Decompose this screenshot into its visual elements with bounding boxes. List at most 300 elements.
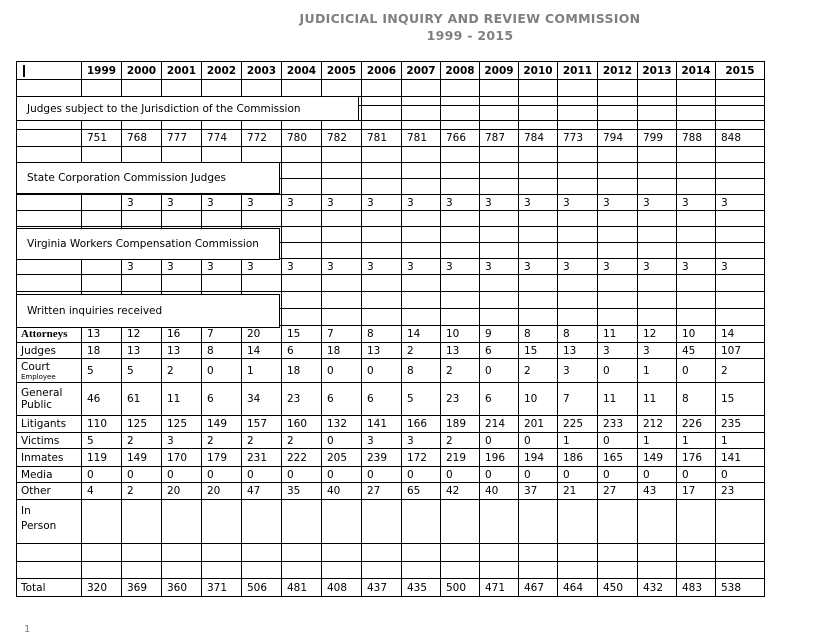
value-cell: 3 xyxy=(598,343,638,359)
empty-cell xyxy=(242,211,282,227)
empty-cell xyxy=(677,292,716,309)
empty-cell xyxy=(402,227,441,243)
attorneys-row xyxy=(17,326,765,343)
value-cell: 15 xyxy=(282,326,322,343)
empty-cell xyxy=(441,562,480,579)
empty-cell xyxy=(598,121,638,130)
value-cell: 3 xyxy=(202,259,242,275)
empty-cell xyxy=(122,121,162,130)
value-cell: 233 xyxy=(598,416,638,433)
empty-cell xyxy=(441,106,480,121)
value-cell: 20 xyxy=(242,326,282,343)
empty-cell xyxy=(638,80,677,97)
value-cell: 157 xyxy=(242,416,282,433)
empty-cell xyxy=(558,309,598,326)
empty-cell xyxy=(402,243,441,259)
empty-cell xyxy=(362,163,402,179)
value-cell: 17 xyxy=(677,483,716,500)
empty-cell xyxy=(480,80,519,97)
section-header-scc-judges: State Corporation Commission Judges xyxy=(16,162,280,194)
empty-cell xyxy=(362,562,402,579)
title-line-1: JUDICICIAL INQUIRY AND REVIEW COMMISSION xyxy=(299,11,641,26)
row-label-cell xyxy=(17,416,82,433)
empty-cell xyxy=(677,227,716,243)
value-cell: 18 xyxy=(82,343,122,359)
value-cell: 1 xyxy=(558,433,598,449)
empty-cell xyxy=(519,562,558,579)
empty-cell xyxy=(677,309,716,326)
value-cell: 14 xyxy=(242,343,282,359)
year-header-2007: 2007 xyxy=(402,62,441,80)
empty-cell xyxy=(677,562,716,579)
empty-cell xyxy=(162,211,202,227)
value-cell: 0 xyxy=(480,359,519,383)
empty-cell xyxy=(322,275,362,292)
empty-cell xyxy=(638,243,677,259)
value-cell: 3 xyxy=(677,259,716,275)
value-cell: 781 xyxy=(402,130,441,147)
value-cell: 3 xyxy=(598,195,638,211)
empty-cell xyxy=(558,500,598,544)
empty-cell xyxy=(716,500,765,544)
empty-cell xyxy=(519,292,558,309)
value-cell: 8 xyxy=(558,326,598,343)
empty-cell xyxy=(716,275,765,292)
value-cell: 3 xyxy=(242,195,282,211)
empty-cell xyxy=(322,121,362,130)
empty-cell xyxy=(480,243,519,259)
spacer-row xyxy=(17,121,765,130)
empty-cell xyxy=(322,292,362,309)
empty-cell xyxy=(402,163,441,179)
empty-cell xyxy=(282,309,322,326)
row-sublabel: Public xyxy=(21,399,53,411)
value-cell: 35 xyxy=(282,483,322,500)
empty-cell xyxy=(362,500,402,544)
empty-cell xyxy=(677,544,716,562)
value-cell: 0 xyxy=(441,467,480,483)
empty-cell xyxy=(242,500,282,544)
value-cell: 61 xyxy=(122,383,162,416)
row-label-cell xyxy=(17,500,82,544)
value-cell: 0 xyxy=(82,467,122,483)
empty-cell xyxy=(480,211,519,227)
empty-cell xyxy=(677,97,716,106)
empty-cell xyxy=(202,147,242,163)
empty-cell xyxy=(441,163,480,179)
empty-cell xyxy=(162,500,202,544)
value-cell: 0 xyxy=(519,433,558,449)
row-label: Total xyxy=(21,581,46,594)
empty-cell xyxy=(558,544,598,562)
empty-cell xyxy=(322,179,362,195)
value-cell: 483 xyxy=(677,579,716,597)
year-header-2014: 2014 xyxy=(677,62,716,80)
value-cell: 23 xyxy=(716,483,765,500)
row-label: Victims xyxy=(21,434,60,447)
empty-cell xyxy=(441,227,480,243)
empty-cell xyxy=(558,80,598,97)
value-cell: 3 xyxy=(362,433,402,449)
empty-cell xyxy=(17,562,82,579)
value-cell: 43 xyxy=(638,483,677,500)
empty-cell xyxy=(716,227,765,243)
value-cell: 3 xyxy=(638,195,677,211)
empty-cell xyxy=(162,121,202,130)
spacer-row xyxy=(17,147,765,163)
value-cell: 3 xyxy=(402,259,441,275)
value-cell: 10 xyxy=(519,383,558,416)
empty-cell xyxy=(362,147,402,163)
year-header-2003: 2003 xyxy=(242,62,282,80)
empty-cell xyxy=(598,163,638,179)
value-cell: 2 xyxy=(122,483,162,500)
spacer-row xyxy=(17,211,765,227)
empty-cell xyxy=(519,275,558,292)
empty-cell xyxy=(638,106,677,121)
value-cell xyxy=(82,195,122,211)
empty-cell xyxy=(441,97,480,106)
empty-cell xyxy=(480,106,519,121)
page-number: 1 xyxy=(24,624,31,635)
empty-cell xyxy=(282,211,322,227)
empty-cell xyxy=(519,147,558,163)
general-public-row xyxy=(17,383,765,416)
empty-cell xyxy=(441,243,480,259)
value-cell: 149 xyxy=(638,449,677,467)
value-cell: 2 xyxy=(122,433,162,449)
empty-cell xyxy=(598,97,638,106)
value-cell: 1 xyxy=(716,433,765,449)
value-cell: 5 xyxy=(82,359,122,383)
value-cell: 0 xyxy=(480,467,519,483)
value-cell: 0 xyxy=(282,467,322,483)
empty-cell xyxy=(402,309,441,326)
value-cell: 788 xyxy=(677,130,716,147)
empty-cell xyxy=(558,179,598,195)
empty-cell xyxy=(677,147,716,163)
value-cell: 5 xyxy=(402,383,441,416)
empty-cell xyxy=(17,544,82,562)
empty-cell xyxy=(322,500,362,544)
empty-cell xyxy=(202,211,242,227)
empty-cell xyxy=(441,147,480,163)
empty-cell xyxy=(716,106,765,121)
value-cell: 1 xyxy=(638,433,677,449)
empty-cell xyxy=(122,147,162,163)
value-cell: 437 xyxy=(362,579,402,597)
value-cell: 506 xyxy=(242,579,282,597)
value-cell: 3 xyxy=(282,259,322,275)
empty-cell xyxy=(519,227,558,243)
value-cell: 37 xyxy=(519,483,558,500)
empty-cell xyxy=(282,80,322,97)
value-cell: 222 xyxy=(282,449,322,467)
value-cell: 2 xyxy=(519,359,558,383)
value-cell: 8 xyxy=(202,343,242,359)
value-cell: 47 xyxy=(242,483,282,500)
empty-cell xyxy=(677,179,716,195)
row-label: General xyxy=(21,387,63,399)
value-cell: 0 xyxy=(598,359,638,383)
spacer-row xyxy=(17,544,765,562)
value-cell: 9 xyxy=(480,326,519,343)
empty-cell xyxy=(202,562,242,579)
empty-cell xyxy=(519,243,558,259)
empty-cell xyxy=(716,562,765,579)
empty-cell xyxy=(519,500,558,544)
empty-cell xyxy=(242,147,282,163)
empty-cell xyxy=(480,275,519,292)
empty-cell xyxy=(322,544,362,562)
year-header-2011: 2011 xyxy=(558,62,598,80)
empty-cell xyxy=(638,121,677,130)
empty-cell xyxy=(242,80,282,97)
value-cell: 7 xyxy=(558,383,598,416)
value-cell: 848 xyxy=(716,130,765,147)
value-cell: 0 xyxy=(242,467,282,483)
empty-cell xyxy=(598,179,638,195)
value-cell: 16 xyxy=(162,326,202,343)
value-cell: 0 xyxy=(202,467,242,483)
empty-cell xyxy=(480,163,519,179)
empty-cell xyxy=(677,163,716,179)
litigants-row xyxy=(17,416,765,433)
year-header-2005: 2005 xyxy=(322,62,362,80)
value-cell: 27 xyxy=(362,483,402,500)
value-cell: 6 xyxy=(362,383,402,416)
empty-cell xyxy=(716,80,765,97)
empty-cell xyxy=(362,292,402,309)
empty-cell xyxy=(480,562,519,579)
row-label-cell xyxy=(17,579,82,597)
value-cell: 13 xyxy=(441,343,480,359)
value-cell: 176 xyxy=(677,449,716,467)
empty-cell xyxy=(558,227,598,243)
value-cell: 3 xyxy=(480,195,519,211)
empty-cell xyxy=(282,275,322,292)
empty-cell xyxy=(677,121,716,130)
scc-judges-row xyxy=(17,195,765,211)
empty-cell xyxy=(480,292,519,309)
empty-cell xyxy=(598,211,638,227)
empty-cell xyxy=(638,179,677,195)
value-cell: 3 xyxy=(677,195,716,211)
empty-cell xyxy=(677,211,716,227)
empty-cell xyxy=(402,179,441,195)
empty-cell xyxy=(480,147,519,163)
empty-cell xyxy=(638,211,677,227)
value-cell: 186 xyxy=(558,449,598,467)
value-cell: 10 xyxy=(441,326,480,343)
value-cell: 3 xyxy=(519,195,558,211)
value-cell: 6 xyxy=(480,343,519,359)
value-cell: 5 xyxy=(122,359,162,383)
value-cell: 170 xyxy=(162,449,202,467)
value-cell: 12 xyxy=(122,326,162,343)
empty-cell xyxy=(638,292,677,309)
value-cell: 0 xyxy=(162,467,202,483)
value-cell: 201 xyxy=(519,416,558,433)
empty-cell xyxy=(322,163,362,179)
row-label-cell xyxy=(17,130,82,147)
empty-cell xyxy=(558,106,598,121)
empty-cell xyxy=(362,275,402,292)
value-cell: 773 xyxy=(558,130,598,147)
empty-cell xyxy=(519,80,558,97)
year-header-2008: 2008 xyxy=(441,62,480,80)
value-cell: 107 xyxy=(716,343,765,359)
statistics-table xyxy=(16,61,765,597)
value-cell: 0 xyxy=(598,433,638,449)
media-row xyxy=(17,467,765,483)
value-cell: 165 xyxy=(598,449,638,467)
empty-cell xyxy=(122,211,162,227)
value-cell: 14 xyxy=(402,326,441,343)
empty-cell xyxy=(480,121,519,130)
value-cell: 42 xyxy=(441,483,480,500)
judges-jurisdiction-row xyxy=(17,130,765,147)
empty-cell xyxy=(242,544,282,562)
value-cell: 3 xyxy=(242,259,282,275)
value-cell: 0 xyxy=(322,433,362,449)
empty-cell xyxy=(716,211,765,227)
value-cell: 15 xyxy=(716,383,765,416)
value-cell: 432 xyxy=(638,579,677,597)
year-header-2004: 2004 xyxy=(282,62,322,80)
value-cell: 0 xyxy=(362,467,402,483)
row-label: Other xyxy=(21,485,51,497)
value-cell: 0 xyxy=(122,467,162,483)
year-header-1999: 1999 xyxy=(82,62,122,80)
value-cell: 8 xyxy=(402,359,441,383)
empty-cell xyxy=(598,309,638,326)
value-cell: 166 xyxy=(402,416,441,433)
empty-cell xyxy=(677,243,716,259)
vwc-row xyxy=(17,259,765,275)
value-cell: 45 xyxy=(677,343,716,359)
row-sublabel: Person xyxy=(21,520,57,532)
empty-cell xyxy=(242,121,282,130)
empty-cell xyxy=(519,544,558,562)
empty-cell xyxy=(402,292,441,309)
row-label: Litigants xyxy=(21,418,67,430)
value-cell: 6 xyxy=(202,383,242,416)
empty-cell xyxy=(202,500,242,544)
empty-cell xyxy=(441,275,480,292)
value-cell: 141 xyxy=(362,416,402,433)
value-cell: 435 xyxy=(402,579,441,597)
value-cell: 766 xyxy=(441,130,480,147)
empty-cell xyxy=(638,227,677,243)
year-header-2009: 2009 xyxy=(480,62,519,80)
value-cell: 23 xyxy=(282,383,322,416)
value-cell: 774 xyxy=(202,130,242,147)
value-cell: 0 xyxy=(716,467,765,483)
empty-cell xyxy=(558,292,598,309)
empty-cell xyxy=(322,227,362,243)
value-cell: 538 xyxy=(716,579,765,597)
value-cell: 235 xyxy=(716,416,765,433)
empty-cell xyxy=(519,163,558,179)
empty-cell xyxy=(362,309,402,326)
value-cell: 0 xyxy=(598,467,638,483)
empty-cell xyxy=(402,500,441,544)
value-cell: 3 xyxy=(362,259,402,275)
value-cell: 3 xyxy=(162,195,202,211)
victims-row xyxy=(17,433,765,449)
value-cell: 225 xyxy=(558,416,598,433)
value-cell: 0 xyxy=(322,467,362,483)
value-cell: 3 xyxy=(122,259,162,275)
row-label: In xyxy=(21,505,31,517)
value-cell: 6 xyxy=(282,343,322,359)
empty-cell xyxy=(282,562,322,579)
value-cell: 3 xyxy=(322,195,362,211)
value-cell: 40 xyxy=(480,483,519,500)
empty-cell xyxy=(716,309,765,326)
empty-cell xyxy=(638,544,677,562)
empty-cell xyxy=(162,544,202,562)
value-cell: 13 xyxy=(122,343,162,359)
empty-cell xyxy=(202,275,242,292)
year-header-2001: 2001 xyxy=(162,62,202,80)
value-cell: 18 xyxy=(322,343,362,359)
empty-cell xyxy=(558,243,598,259)
empty-cell xyxy=(17,211,82,227)
value-cell: 15 xyxy=(519,343,558,359)
value-cell: 471 xyxy=(480,579,519,597)
empty-cell xyxy=(82,80,122,97)
empty-cell xyxy=(402,147,441,163)
year-header-2015: 2015 xyxy=(716,62,765,80)
value-cell: 781 xyxy=(362,130,402,147)
value-cell: 3 xyxy=(322,259,362,275)
value-cell: 14 xyxy=(716,326,765,343)
value-cell: 3 xyxy=(716,259,765,275)
value-cell: 777 xyxy=(162,130,202,147)
value-cell: 3 xyxy=(402,433,441,449)
empty-cell xyxy=(441,309,480,326)
value-cell: 772 xyxy=(242,130,282,147)
empty-cell xyxy=(82,500,122,544)
value-cell: 231 xyxy=(242,449,282,467)
value-cell: 20 xyxy=(162,483,202,500)
value-cell: 2 xyxy=(202,433,242,449)
empty-cell xyxy=(362,97,402,106)
value-cell: 2 xyxy=(242,433,282,449)
value-cell: 7 xyxy=(322,326,362,343)
empty-cell xyxy=(558,147,598,163)
empty-cell xyxy=(716,243,765,259)
empty-cell xyxy=(677,500,716,544)
spacer-row xyxy=(17,80,765,97)
empty-cell xyxy=(677,106,716,121)
empty-cell xyxy=(519,97,558,106)
value-cell: 8 xyxy=(362,326,402,343)
empty-cell xyxy=(598,243,638,259)
empty-cell xyxy=(716,121,765,130)
empty-cell xyxy=(480,227,519,243)
empty-cell xyxy=(716,97,765,106)
value-cell: 0 xyxy=(558,467,598,483)
value-cell: 214 xyxy=(480,416,519,433)
value-cell: 13 xyxy=(362,343,402,359)
value-cell: 119 xyxy=(82,449,122,467)
empty-cell xyxy=(282,500,322,544)
empty-cell xyxy=(598,562,638,579)
empty-cell xyxy=(638,147,677,163)
